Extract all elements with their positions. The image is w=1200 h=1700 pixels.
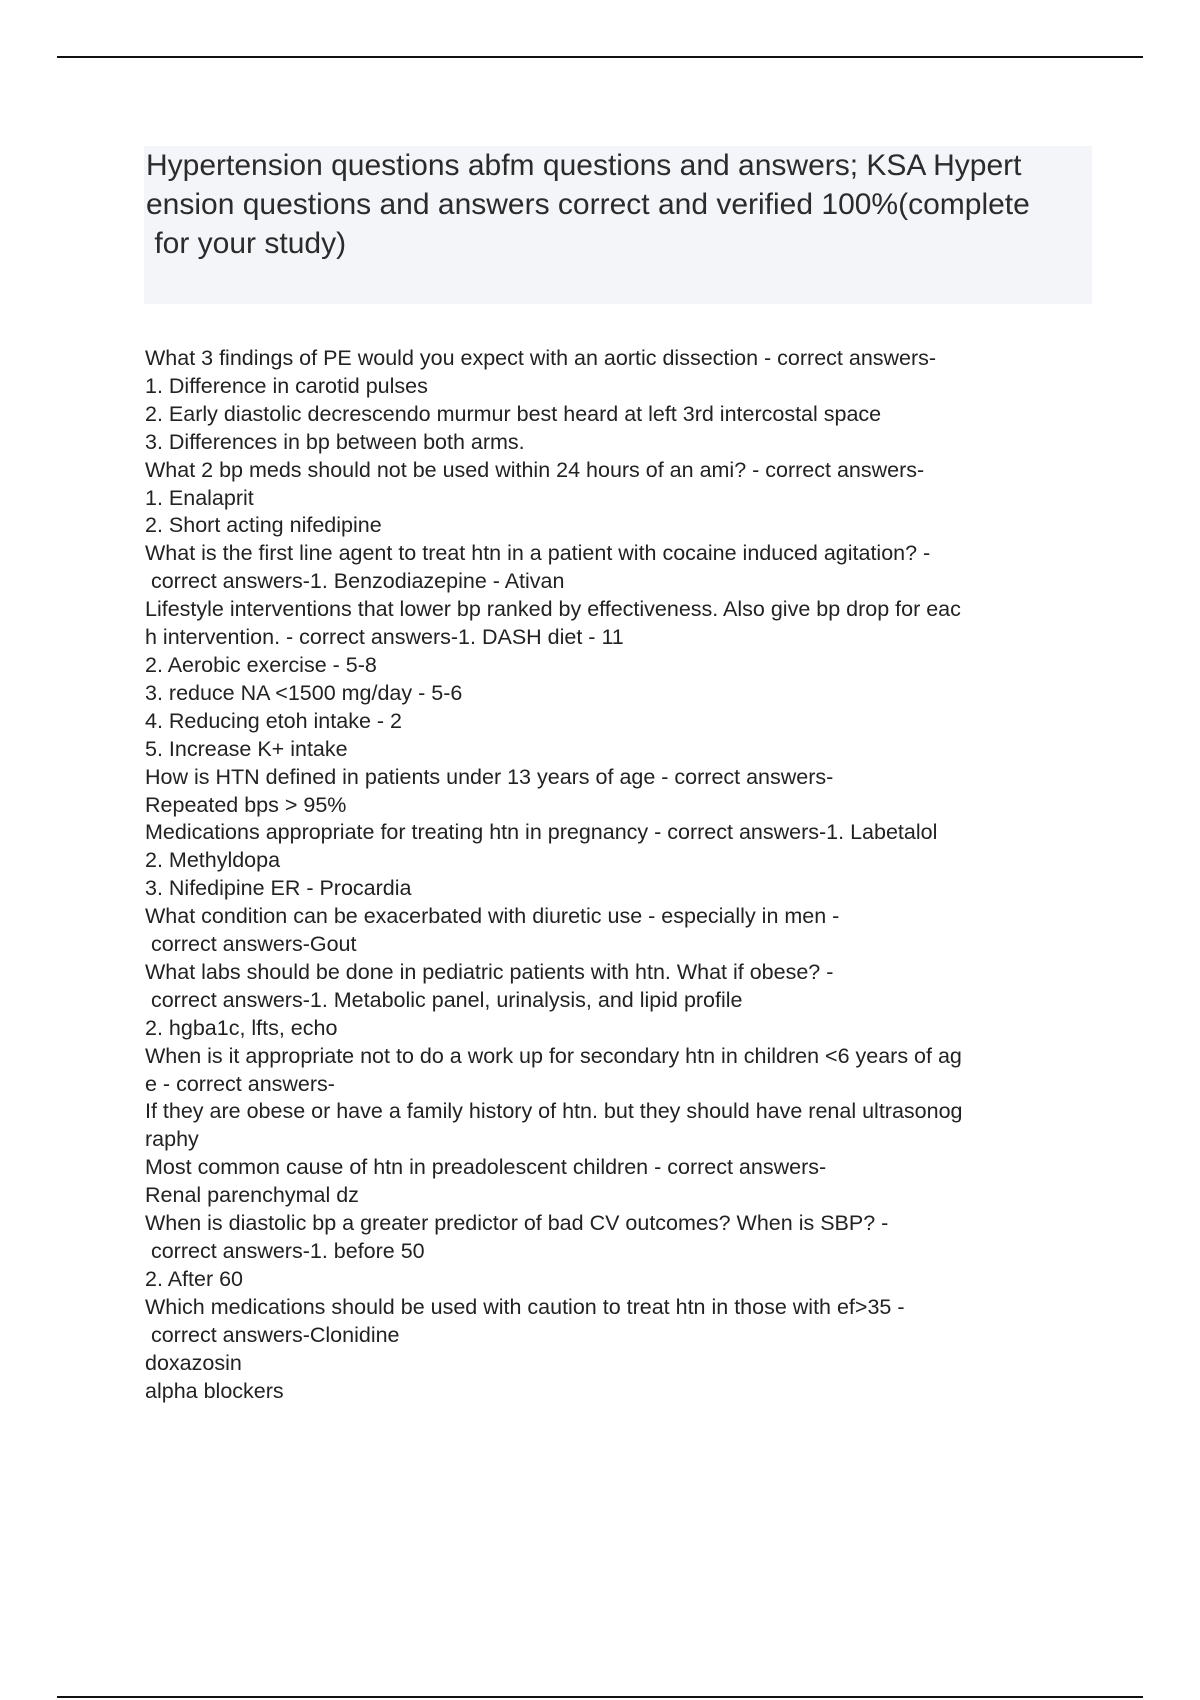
text-line: Most common cause of htn in preadolescent children - correct answers- — [145, 1155, 827, 1180]
text-line: 1. Difference in carotid pulses — [145, 373, 428, 398]
text-line: correct answers-1. before 50 — [145, 1239, 425, 1263]
text-line: 2. Aerobic exercise - 5-8 — [145, 652, 377, 677]
text-line: What 3 findings of PE would you expect with an aortic dissection - correct answers- — [145, 346, 937, 370]
text-line: correct answers-Gout — [145, 932, 357, 957]
document-title-line: Hypertension questions abfm questions and answers; KSA Hypert — [146, 149, 1022, 182]
text-line: What 2 bp meds should not be used within 24 hours of an ami? - correct answers- — [145, 457, 925, 482]
bottom-divider — [57, 1696, 1143, 1698]
text-line: When is diastolic bp a greater predictor of bad CV outcomes? When is SBP? - — [145, 1211, 889, 1236]
text-line: alpha blockers — [145, 1378, 284, 1403]
text-line: 3. reduce NA <1500 mg/day - 5-6 — [145, 680, 463, 705]
qa-body — [145, 345, 1095, 1405]
text-line: 3. Differences in bp between both arms. — [145, 429, 525, 454]
text-line: raphy — [145, 1127, 199, 1152]
text-line: doxazosin — [145, 1350, 242, 1375]
text-line: 2. hgba1c, lfts, echo — [145, 1015, 338, 1040]
text-line: What is the first line agent to treat htn in a patient with cocaine induced agitation? - — [145, 541, 931, 566]
text-line: 3. Nifedipine ER - Procardia — [145, 876, 412, 901]
text-line: What condition can be exacerbated with diuretic use - especially in men - — [145, 904, 840, 929]
text-line: 2. Methyldopa — [145, 848, 281, 873]
text-line: 4. Reducing etoh intake - 2 — [145, 708, 402, 733]
text-line: Medications appropriate for treating htn in pregnancy - correct answers-1. Labetalol — [145, 820, 938, 845]
text-line: How is HTN defined in patients under 13 years of age - correct answers- — [145, 764, 834, 789]
text-line: 2. Short acting nifedipine — [145, 513, 382, 538]
text-line: correct answers-1. Metabolic panel, urinalysis, and lipid profile — [145, 987, 743, 1012]
text-line: 1. Enalaprit — [145, 485, 254, 510]
document-title-line: for your study) — [146, 227, 347, 260]
text-line: h intervention. - correct answers-1. DASH diet - 11 — [145, 625, 624, 650]
text-line: correct answers-Clonidine — [145, 1322, 400, 1347]
text-line: 2. Early diastolic decrescendo murmur best heard at left 3rd intercostal space — [145, 401, 882, 426]
text-line: Which medications should be used with caution to treat htn in those with ef>35 - — [145, 1294, 905, 1319]
top-divider — [57, 56, 1143, 58]
text-line: Repeated bps > 95% — [145, 792, 347, 817]
text-line: What labs should be done in pediatric patients with htn. What if obese? - — [145, 959, 834, 984]
text-line: 2. After 60 — [145, 1266, 244, 1291]
text-line: If they are obese or have a family history of htn. but they should have renal ultrasonog — [145, 1099, 963, 1124]
document-title-line: ension questions and answers correct and verified 100%(complete — [146, 188, 1030, 221]
text-line: 5. Increase K+ intake — [145, 736, 348, 761]
text-line: Renal parenchymal dz — [145, 1183, 359, 1208]
text-line: When is it appropriate not to do a work up for secondary htn in children <6 years of ag — [145, 1043, 962, 1068]
text-line: Lifestyle interventions that lower bp ranked by effectiveness. Also give bp drop for eac — [145, 597, 961, 622]
text-line: correct answers-1. Benzodiazepine - Ativan — [145, 569, 565, 594]
document-title-box — [144, 146, 1092, 304]
text-line: e - correct answers- — [145, 1071, 335, 1096]
